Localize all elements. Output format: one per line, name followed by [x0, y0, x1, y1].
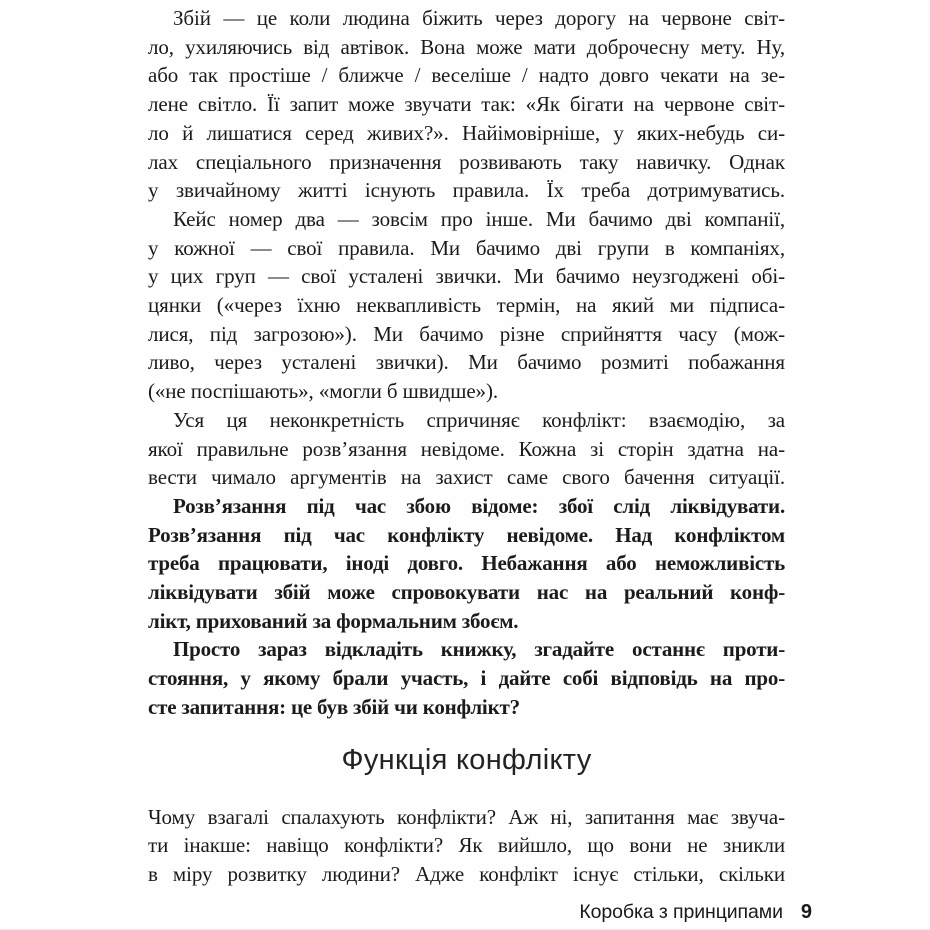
- text-line: у цих груп — свої усталені звички. Ми бачимо неузгоджені обі-: [148, 264, 785, 289]
- paragraph: [148, 4, 785, 205]
- text-line: треба працювати, іноді довго. Небажання або неможливість: [148, 551, 785, 576]
- text-line: стояння, у якому брали участь, і дайте собі відповідь на про-: [148, 666, 785, 691]
- paragraph: [148, 492, 785, 636]
- text-line: ліквідувати збій може спровокувати нас на реальний конф-: [148, 580, 785, 605]
- page-footer: [579, 901, 812, 924]
- text-line: Просто зараз відкладіть книжку, згадайте останнє проти-: [173, 637, 785, 662]
- text-line: Чому взагалі спалахують конфлікти? Аж ні, запитання має звуча-: [148, 804, 785, 829]
- text-line: ло й лишатися серед живих?». Найімовірніше, у яких-небудь си-: [148, 120, 785, 145]
- text-line: Кейс номер два — зовсім про інше. Ми бачимо дві компанії,: [173, 206, 785, 231]
- text-line: лікт, прихований за формальним збоєм.: [148, 608, 519, 633]
- text-line: сте запитання: це був збій чи конфлікт?: [148, 694, 520, 719]
- text-line: ло, ухиляючись від автівок. Вона може мати доброчесну мету. Ну,: [148, 34, 785, 59]
- text-line: Розв’язання під час конфлікту невідоме. Над конфліктом: [148, 522, 785, 547]
- text-line: в міру розвитку людини? Адже конфлікт існує стільки, скільки: [148, 861, 785, 886]
- page-text: [148, 4, 785, 889]
- text-line: лах спеціального призначення розвивають таку навичку. Однак: [148, 149, 785, 174]
- text-line: Уся ця неконкретність спричиняє конфлікт: взаємодію, за: [173, 407, 785, 432]
- text-line: («не поспішають», «могли б швидше»).: [148, 379, 498, 404]
- text-line: Розв’язання під час збою відоме: збої слід ліквідувати.: [173, 493, 785, 518]
- text-line: цянки («через їхню неквапливість термін, на який ми підписа-: [148, 293, 785, 318]
- text-line: або так простіше / ближче / веселіше / надто довго чекати на зе-: [148, 63, 785, 88]
- text-line: вести чимало аргументів на захист саме свого бачення ситуації.: [148, 465, 785, 490]
- text-line: якої правильне розв’язання невідоме. Кожна зі сторін здатна на-: [148, 436, 785, 461]
- text-line: у кожної — свої правила. Ми бачимо дві групи в компаніях,: [148, 235, 785, 260]
- text-line: у звичайному житті існують правила. Їх треба дотримуватись.: [148, 178, 785, 203]
- text-line: лися, під загрозою»). Ми бачимо різне сприйняття часу (мож-: [148, 321, 785, 346]
- paragraph: [148, 205, 785, 406]
- footer-page-number: 9: [800, 901, 812, 923]
- text-line: лене світло. Її запит може звучати так: «Як бігати на червоне світ-: [148, 92, 785, 117]
- section-heading: Функція конфлікту: [341, 743, 592, 776]
- text-line: Збій — це коли людина біжить через дорогу на червоне світ-: [173, 6, 785, 30]
- footer-book-title: Коробка з принципами: [579, 901, 783, 923]
- paragraph: [148, 406, 785, 492]
- paragraph: [148, 803, 785, 889]
- paragraph: [148, 635, 785, 721]
- text-line: ливо, через усталені звички). Ми бачимо розмиті побажання: [148, 350, 785, 375]
- text-line: ти інакше: навіщо конфлікти? Як вийшло, що вони не зникли: [148, 833, 785, 858]
